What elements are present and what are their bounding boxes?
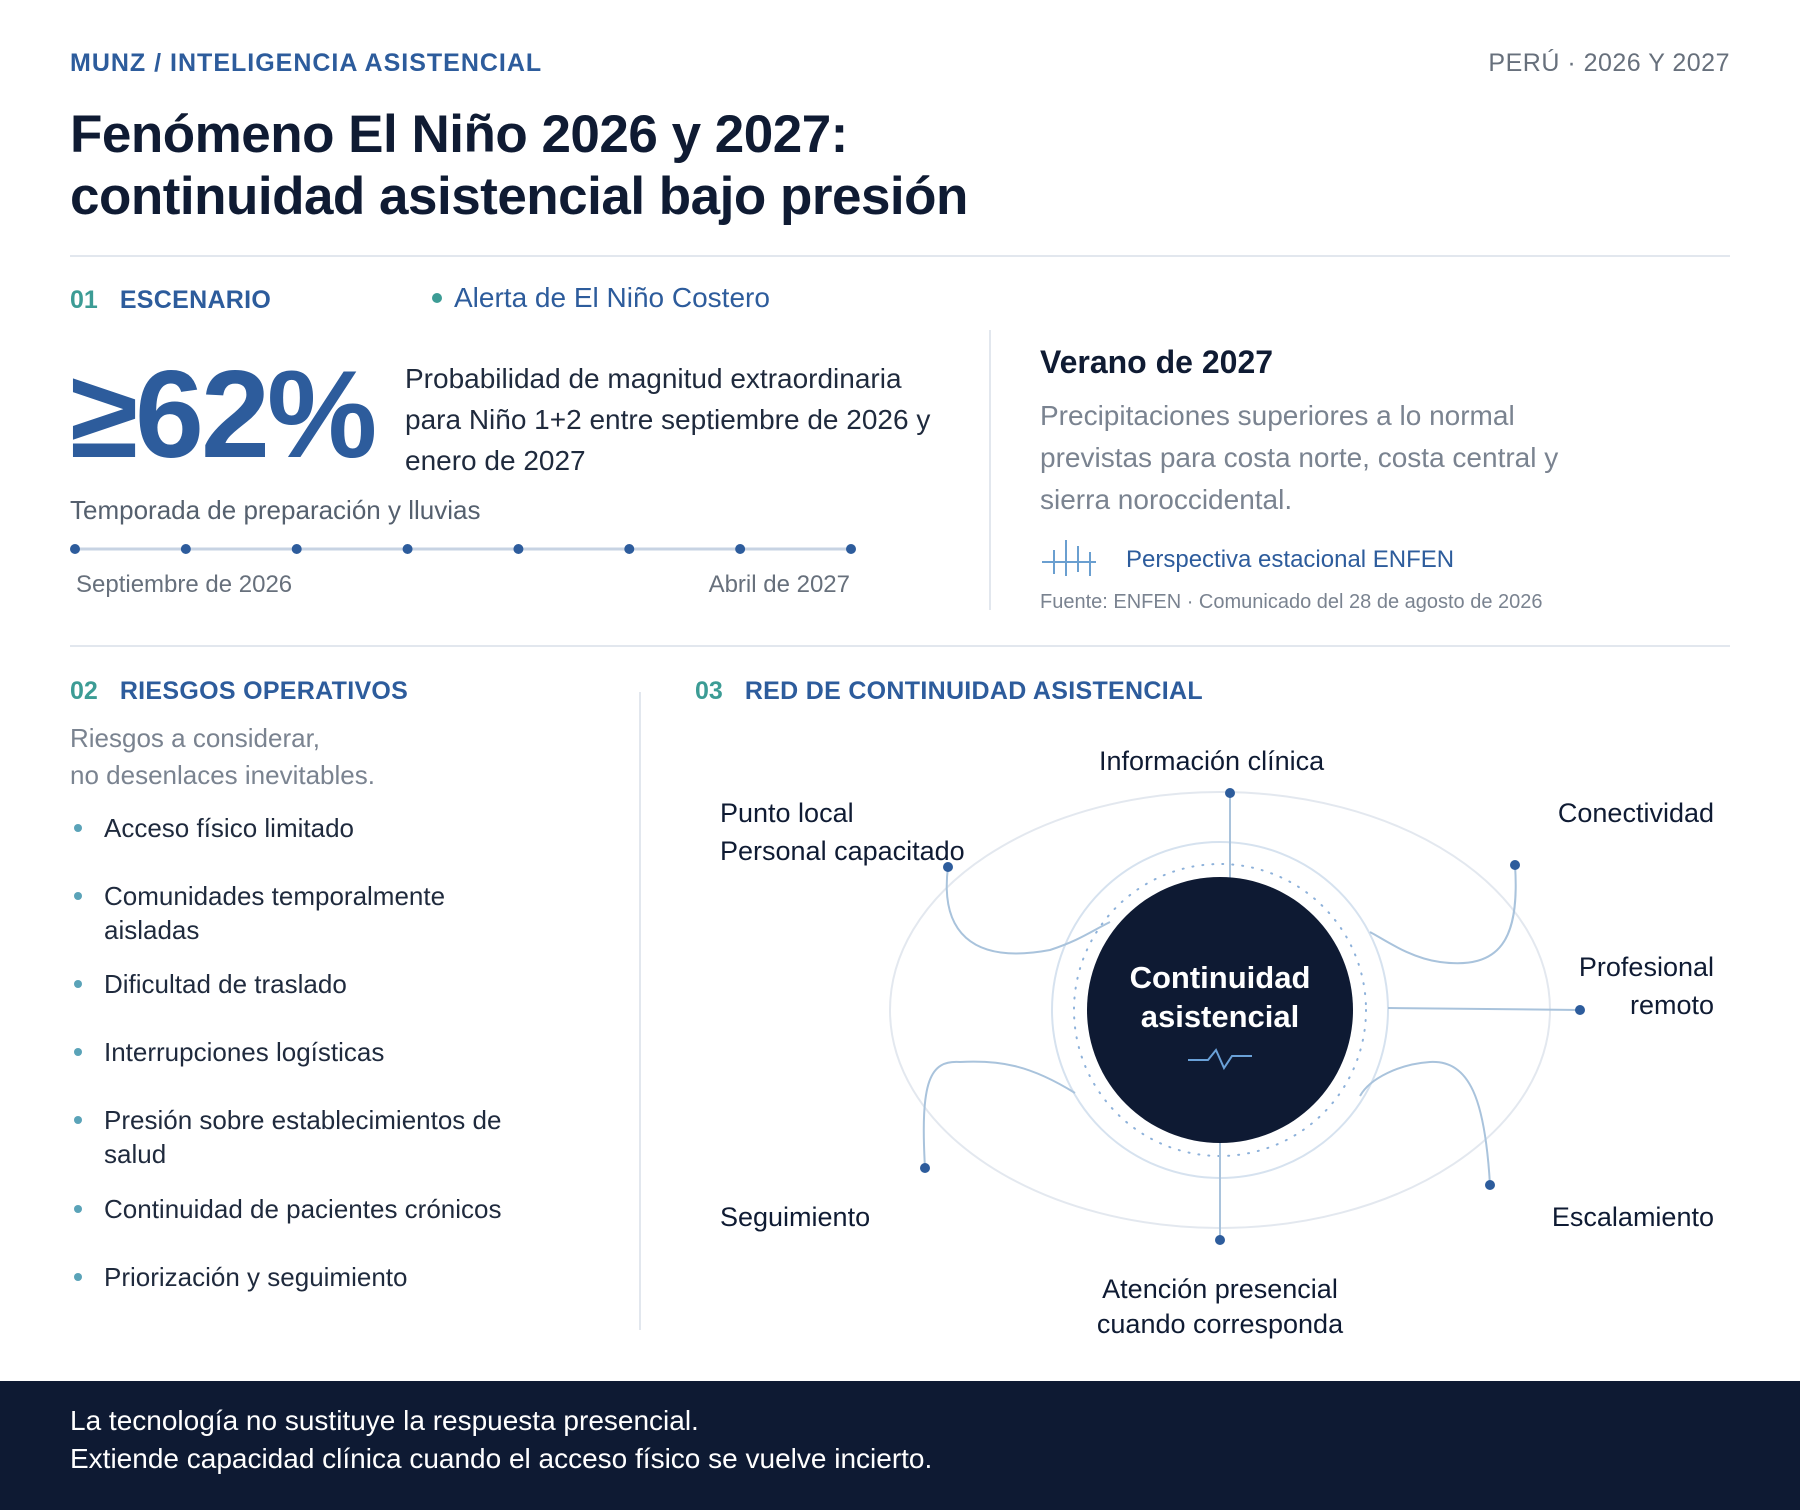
timeline-start-label: Septiembre de 2026 — [76, 571, 293, 598]
footer-line-1: La tecnología no sustituye la respuesta presencial. — [70, 1405, 699, 1436]
node-atencion-line-1: Atención presencial — [1102, 1274, 1338, 1304]
node-dot-info — [1225, 788, 1235, 798]
risk-item — [70, 1260, 407, 1294]
alert-dot-icon — [432, 293, 442, 303]
verano-text: Precipitaciones superiores a lo normal previstas para costa norte, costa central y sierra noroccidental. — [1040, 400, 1559, 515]
timeline-point — [624, 544, 634, 554]
bullet-icon — [74, 892, 82, 900]
bullet-icon — [74, 1048, 82, 1056]
risk-item — [70, 879, 524, 947]
vertical-divider — [989, 330, 991, 610]
timeline — [70, 540, 870, 560]
risk-item — [70, 1035, 384, 1069]
bullet-icon — [74, 980, 82, 988]
probability-stat: ≥62% — [70, 346, 375, 484]
bullet-icon — [74, 824, 82, 832]
risk-item — [70, 811, 354, 845]
center-label-line-2: asistencial — [1140, 999, 1300, 1034]
riesgos-subtitle-line-1: Riesgos a considerar, — [70, 723, 321, 753]
section-label: RIESGOS OPERATIVOS — [119, 677, 409, 705]
connector-seguimiento — [924, 1062, 1075, 1168]
risk-label: Acceso físico limitado — [104, 813, 354, 843]
risk-label: Presión sobre establecimientos de salud — [104, 1105, 502, 1169]
timeline-point — [292, 544, 302, 554]
bullet-icon — [74, 1273, 82, 1281]
timeline-point — [513, 544, 523, 554]
alert-badge — [432, 282, 770, 314]
footer-text — [70, 1402, 932, 1478]
divider-top — [70, 255, 1730, 257]
timeline-point — [403, 544, 413, 554]
perspectiva-link[interactable]: Perspectiva estacional ENFEN — [1126, 546, 1455, 573]
risk-label: Continuidad de pacientes crónicos — [104, 1194, 502, 1224]
connector-profesional — [1388, 1008, 1580, 1010]
riesgos-subtitle-line-2: no desenlaces inevitables. — [70, 760, 375, 790]
node-dot-escalamiento — [1485, 1180, 1495, 1190]
risk-label: Comunidades temporalmente aisladas — [104, 881, 446, 945]
timeline-point — [735, 544, 745, 554]
section-number: 03 — [695, 677, 723, 705]
bullet-icon — [74, 1205, 82, 1213]
node-atencion-presencial — [1060, 1272, 1380, 1342]
title-line-1: Fenómeno El Niño 2026 y 2027: — [70, 105, 848, 164]
timeline-point — [181, 544, 191, 554]
node-punto-local — [720, 794, 965, 870]
center-label-line-1: Continuidad — [1129, 960, 1311, 995]
timeline-title: Temporada de preparación y lluvias — [70, 495, 481, 525]
center-label — [1090, 958, 1350, 1036]
node-escalamiento: Escalamiento — [1551, 1202, 1714, 1232]
title-line-2: continuidad asistencial bajo presión — [70, 167, 968, 226]
node-profesional-remoto — [1579, 948, 1714, 1024]
footer-line-2: Extiende capacidad clínica cuando el acceso físico se vuelve incierto. — [70, 1443, 933, 1474]
timeline-point — [70, 544, 80, 554]
verano-title: Verano de 2027 — [1040, 344, 1274, 380]
section-riesgos-header — [70, 677, 408, 706]
node-dot-seguimiento — [920, 1163, 930, 1173]
connector-escalamiento — [1360, 1062, 1490, 1185]
bullet-icon — [74, 1116, 82, 1124]
timeline-point — [846, 544, 856, 554]
source-note: Fuente: ENFEN · Comunicado del 28 de agosto de 2026 — [1040, 591, 1543, 613]
section-number: 01 — [70, 286, 98, 314]
risk-label: Priorización y seguimiento — [104, 1262, 408, 1292]
risk-label: Interrupciones logísticas — [104, 1037, 385, 1067]
page-title — [70, 104, 968, 228]
signal-icon — [1040, 536, 1100, 580]
risk-item — [70, 967, 347, 1001]
timeline-end-label: Abril de 2027 — [708, 571, 850, 598]
risk-item — [70, 1192, 501, 1226]
riesgos-subtitle — [70, 720, 375, 794]
node-dot-atencion — [1215, 1235, 1225, 1245]
header-meta: PERÚ · 2026 Y 2027 — [1488, 49, 1730, 77]
node-punto-local-line-2: Personal capacitado — [720, 836, 965, 866]
node-profesional-line-2: remoto — [1629, 990, 1714, 1020]
node-punto-local-line-1: Punto local — [720, 798, 854, 828]
node-dot-conectividad — [1510, 860, 1520, 870]
section-label: RED DE CONTINUIDAD ASISTENCIAL — [744, 677, 1203, 705]
node-profesional-line-1: Profesional — [1578, 952, 1714, 982]
node-atencion-line-2: cuando corresponda — [1096, 1309, 1344, 1339]
risk-item — [70, 1103, 524, 1171]
node-conectividad: Conectividad — [1557, 798, 1714, 828]
risk-label: Dificultad de traslado — [104, 969, 347, 999]
brand-eyebrow: MUNZ / INTELIGENCIA ASISTENCIAL — [70, 49, 543, 77]
divider-middle — [70, 645, 1730, 647]
section-label: ESCENARIO — [119, 286, 272, 314]
alert-text: Alerta de El Niño Costero — [454, 282, 770, 313]
connector-conectividad — [1370, 865, 1516, 963]
stat-description: Probabilidad de magnitud extraordinaria para Niño 1+2 entre septiembre de 2026 y enero de 2027 — [405, 363, 931, 476]
section-number: 02 — [70, 677, 98, 705]
section-escenario-header — [70, 286, 271, 315]
node-seguimiento: Seguimiento — [720, 1202, 871, 1232]
node-informacion-clinica: Información clínica — [1099, 746, 1325, 776]
